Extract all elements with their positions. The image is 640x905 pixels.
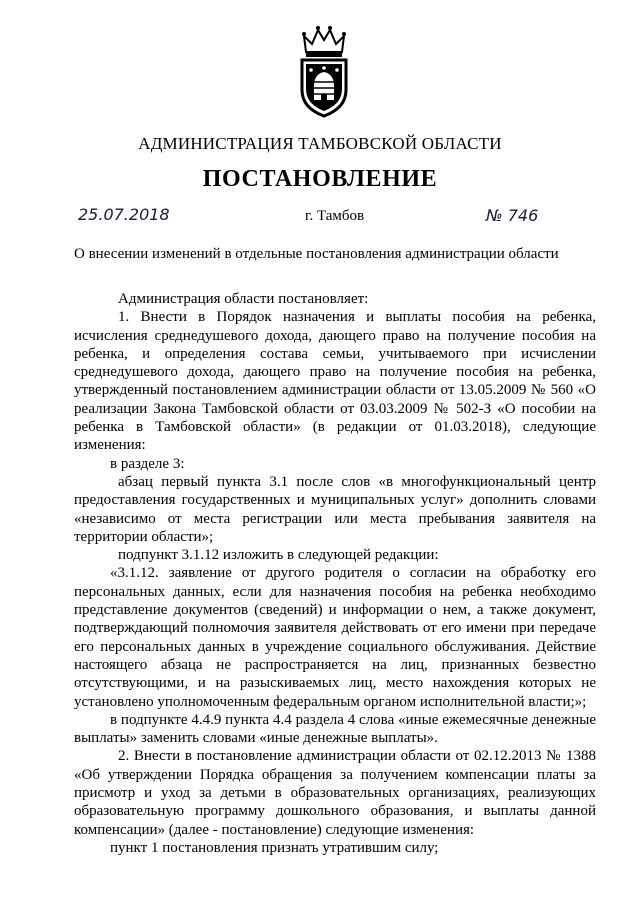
paragraph: «3.1.12. заявление от другого родителя о согласии на обработку его персональных данных, если для назначения пособия на ребенка необходимо представление документов (сведений) и информации о нем, а также документ, подтверждающий полномочия заявителя действовать от его имени при передаче его персональных данных в учреждение социального обслуживания. Действие настоящего абзаца не распространяется на лиц, признанных безвестно отсутствующими, и на разыскиваемых лиц, место нахождения которых не установлено уполномоченным федеральным органом исполнительной власти;»; bbox=[74, 565, 596, 710]
paragraph: в разделе 3: bbox=[110, 455, 185, 472]
tambov-coat-of-arms-icon bbox=[296, 22, 352, 118]
organization-name: АДМИНИСТРАЦИЯ ТАМБОВСКОЙ ОБЛАСТИ bbox=[138, 134, 502, 153]
document-subject: О внесении изменений в отдельные постановления администрации области bbox=[74, 246, 559, 262]
document-city: г. Тамбов bbox=[305, 208, 365, 224]
paragraph: абзац первый пункта 3.1 после слов «в многофункциональный центр предоставления государственных и муниципальных услуг» дополнить словами «независимо от места регистрации или места пребывания заявителя на территории области»; bbox=[74, 473, 596, 545]
paragraph: 1. Внести в Порядок назначения и выплаты пособия на ребенка, исчисления среднедушевого дохода, дающего право на получение пособия на ребенка, и определения состава семьи, учитываемого при исчислении среднедушевого дохода, дающего право на получение пособия на ребенка, утвержденный постановлением администрации области от 13.05.2009 № 560 «О реализации Закона Тамбовской области от 03.03.2009 № 502-З «О пособии на ребенка в Тамбовской области» (в редакции от 01.03.2018), следующие изменения: bbox=[74, 309, 596, 454]
document-date: 25.07.2018 bbox=[78, 205, 170, 224]
paragraph: в подпункте 4.4.9 пункта 4.4 раздела 4 слова «иные ежемесячные денежные выплаты» заменить словами «иные денежные выплаты». bbox=[74, 711, 596, 747]
paragraph: Администрация области постановляет: bbox=[118, 291, 369, 307]
document-number: № 746 bbox=[486, 206, 539, 225]
paragraph: пункт 1 постановления признать утратившим силу; bbox=[110, 839, 439, 856]
document-body bbox=[74, 290, 596, 857]
document-type: ПОСТАНОВЛЕНИЕ bbox=[202, 166, 438, 192]
paragraph: подпункт 3.1.12 изложить в следующей редакции: bbox=[118, 547, 439, 564]
paragraph: 2. Внести в постановление администрации области от 02.12.2013 № 1388 «Об утверждении Порядка обращения за получением компенсации платы за присмотр и уход за детьми в образовательных организациях, реализующих образовательную программу дошкольного образования, и выплаты данной компенсации» (далее - постановление) следующие изменения: bbox=[74, 748, 596, 838]
